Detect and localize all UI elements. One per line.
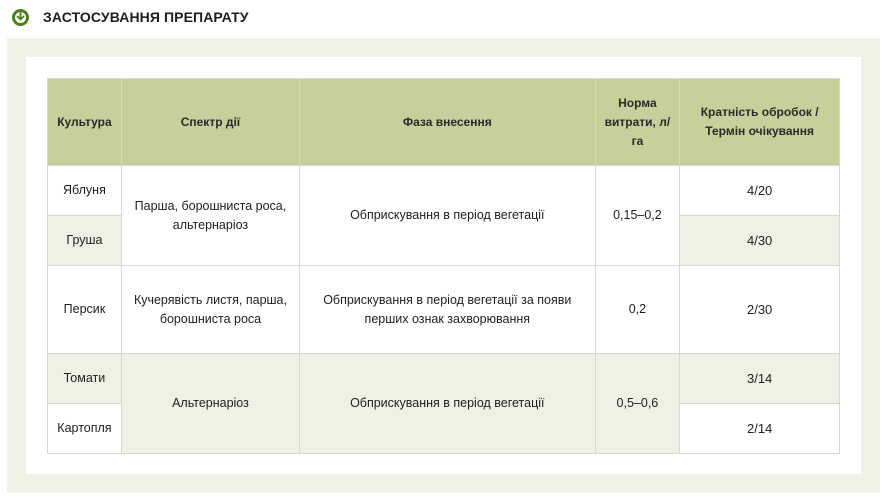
frequency-cell: 3/14	[680, 354, 840, 404]
application-panel-inner	[26, 57, 861, 474]
header-culture: Культура	[48, 79, 122, 166]
rate-cell: 0,15–0,2	[595, 166, 680, 266]
application-table	[47, 78, 840, 454]
header-rate: Норма витрати, л/га	[595, 79, 680, 166]
culture-cell: Яблуня	[48, 166, 122, 216]
frequency-cell: 4/30	[680, 216, 840, 266]
section-header[interactable]	[12, 6, 249, 28]
table-row	[48, 354, 840, 404]
spectrum-cell: Кучерявість листя, парша, борошниста роса	[121, 266, 299, 354]
frequency-cell: 2/14	[680, 404, 840, 454]
application-panel	[7, 38, 880, 493]
frequency-cell: 4/20	[680, 166, 840, 216]
culture-cell: Персик	[48, 266, 122, 354]
spectrum-cell: Парша, борошниста роса, альтернаріоз	[121, 166, 299, 266]
table-header-row	[48, 79, 840, 166]
download-arrow-circle-icon[interactable]	[12, 9, 29, 26]
spectrum-cell: Альтернаріоз	[121, 354, 299, 454]
phase-cell: Обприскування в період вегетації за появи перших ознак захворювання	[300, 266, 596, 354]
culture-cell: Томати	[48, 354, 122, 404]
header-frequency: Кратність обробок / Термін очікування	[680, 79, 840, 166]
culture-cell: Груша	[48, 216, 122, 266]
rate-cell: 0,5–0,6	[595, 354, 680, 454]
rate-cell: 0,2	[595, 266, 680, 354]
culture-cell: Картопля	[48, 404, 122, 454]
table-row	[48, 266, 840, 354]
phase-cell: Обприскування в період вегетації	[300, 354, 596, 454]
frequency-cell: 2/30	[680, 266, 840, 354]
table-row	[48, 166, 840, 216]
header-phase: Фаза внесення	[300, 79, 596, 166]
section-title: ЗАСТОСУВАННЯ ПРЕПАРАТУ	[43, 9, 249, 25]
header-spectrum: Спектр дії	[121, 79, 299, 166]
phase-cell: Обприскування в період вегетації	[300, 166, 596, 266]
